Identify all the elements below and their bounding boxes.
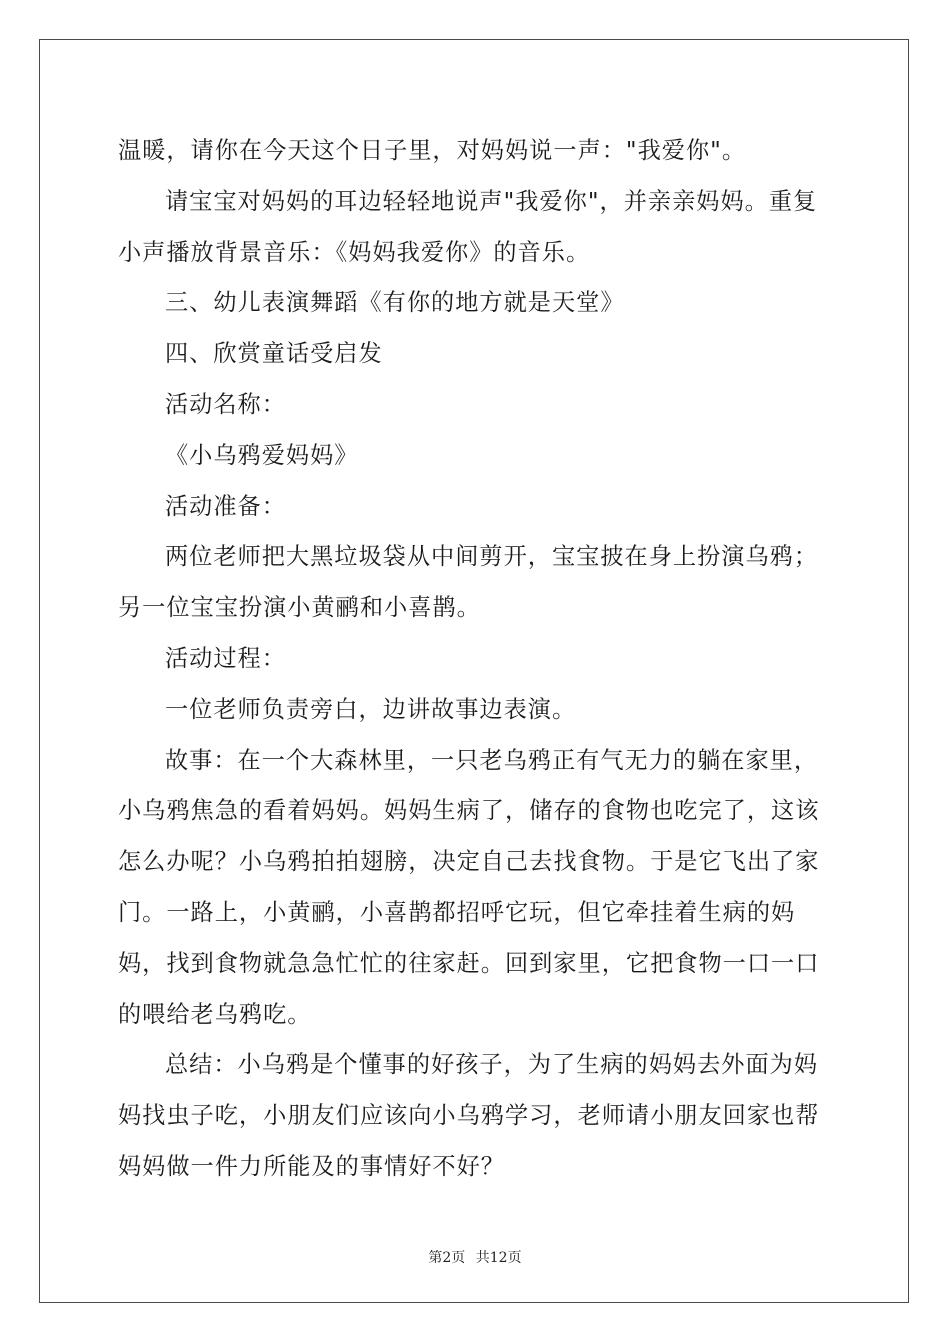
paragraph: 两位老师把大黑垃圾袋从中间剪开，宝宝披在身上扮演乌鸦；另一位宝宝扮演小黄鹂和小喜鹊。 [118,543,819,622]
total-pages: 共12页 [475,1250,522,1266]
document-body [118,126,834,1193]
section-heading: 三、幼儿表演舞蹈《有你的地方就是天堂》 [165,289,625,317]
paragraph: 故事：在一个大森林里，一只老乌鸦正有气无力的躺在家里，小乌鸦焦急的看着妈妈。妈妈生病了，储存的食物也吃完了，这该怎么办呢？小乌鸦拍拍翅膀，决定自己去找食物。于是它飞出了家门。一路上，小黄鹂，小喜鹊都招呼它玩，但它牵挂着生病的妈妈，找到食物就急急忙忙的往家赶。回到家里，它把食物一口一口的喂给老乌鸦吃。 [118,746,820,1028]
section-heading: 四、欣赏童话受启发 [165,340,383,368]
paragraph: 一位老师负责旁白，边讲故事边表演。 [165,695,577,723]
paragraph: 活动过程： [165,644,286,672]
paragraph: 总结：小乌鸦是个懂事的好孩子，为了生病的妈妈去外面为妈妈找虫子吃，小朋友们应该向小乌鸦学习，老师请小朋友回家也帮妈妈做一件力所能及的事情好不好？ [118,1051,820,1180]
paragraph: 《小乌鸦爱妈妈》 [165,441,359,469]
paragraph: 活动准备： [165,492,286,520]
page-number: 第2页 [428,1250,466,1266]
paragraph: 温暖，请你在今天这个日子里，对妈妈说一声："我爱你"。 [118,137,747,164]
page-footer [0,1247,950,1267]
paragraph: 请宝宝对妈妈的耳边轻轻地说声"我爱你"，并亲亲妈妈。重复小声播放背景音乐：《妈妈我爱你》的音乐。 [118,187,818,266]
paragraph: 活动名称： [165,390,286,418]
